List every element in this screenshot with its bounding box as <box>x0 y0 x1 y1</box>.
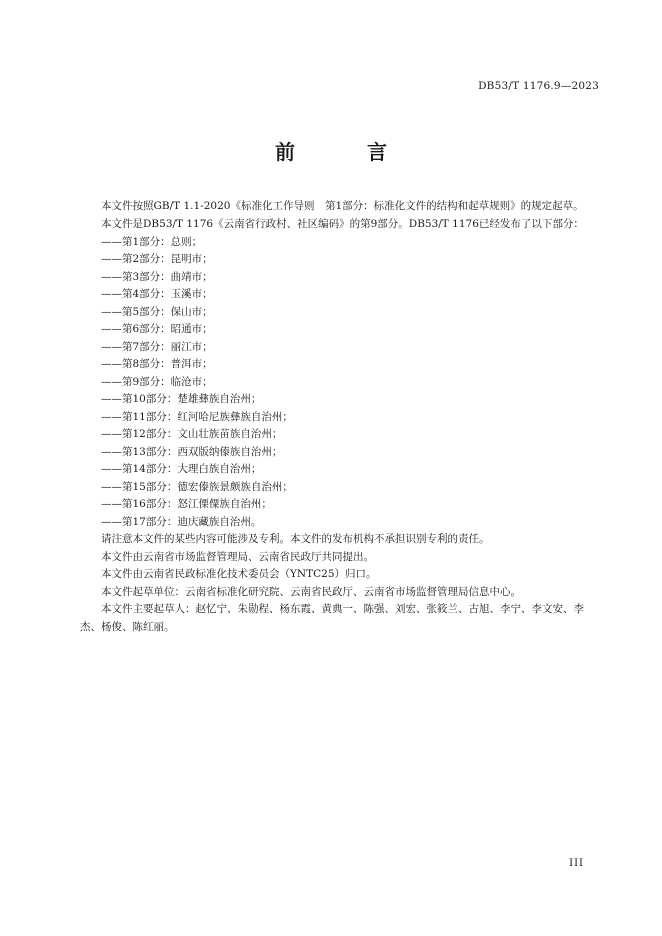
page-number: III <box>569 858 584 869</box>
list-item: ——第13部分：西双版纳傣族自治州； <box>101 445 283 458</box>
list-item: ——第14部分：大理白族自治州； <box>101 463 262 475</box>
list-item: ——第10部分：楚雄彝族自治州； <box>101 393 262 405</box>
list-item: ——第2部分：昆明市； <box>101 253 213 265</box>
parts-list <box>80 234 600 532</box>
patent-notice: 请注意本文件的某些内容可能涉及专利。本文件的发布机构不承担识别专利的责任。 <box>101 533 490 545</box>
intro-paragraph: 本文件按照GB/T 1.1-2020《标准化工作导则 第1部分：标准化文件的结构和起草规则》的规定起草。 <box>101 200 584 212</box>
list-item: ——第5部分：保山市； <box>101 305 213 318</box>
committee-statement: 本文件由云南省民政标准化技术委员会（YNTC25）归口。 <box>101 568 377 580</box>
list-item: ——第8部分：普洱市； <box>101 358 213 370</box>
page-title: 前 言 <box>275 140 413 164</box>
list-item: ——第4部分：玉溪市； <box>101 288 213 300</box>
drafting-units: 本文件起草单位：云南省标准化研究院、云南省民政厅、云南省市场监督管理局信息中心。 <box>101 585 521 598</box>
proposer-statement: 本文件由云南省市场监督管理局、云南省民政厅共同提出。 <box>101 550 374 563</box>
intro-paragraph: 本文件是DB53/T 1176《云南省行政村、社区编码》的第9部分。DB53/T 1176已经发布了以下部分： <box>101 218 584 230</box>
list-item: ——第12部分：文山壮族苗族自治州； <box>101 428 283 440</box>
list-item: ——第6部分：昭通市； <box>101 323 213 335</box>
document-code: DB53/T 1176.9—2023 <box>478 80 599 92</box>
list-item: ——第16部分：怒江傈僳族自治州； <box>101 498 272 510</box>
list-item: ——第1部分：总则； <box>101 235 203 248</box>
main-drafters: 本文件主要起草人：赵忆宁、朱勋程、杨东霞、黄典一、陈强、刘宏、张筱兰、古旭、李宁、李文安、李杰、杨俊、陈红丽。 <box>80 603 584 633</box>
list-item: ——第15部分：德宏傣族景颇族自治州； <box>101 480 293 493</box>
list-item: ——第7部分：丽江市； <box>101 340 213 353</box>
list-item: ——第11部分：红河哈尼族彝族自治州； <box>101 410 293 423</box>
list-item: ——第9部分：临沧市； <box>101 375 213 388</box>
list-item: ——第17部分：迪庆藏族自治州。 <box>101 515 262 528</box>
list-item: ——第3部分：曲靖市； <box>101 270 213 283</box>
foreword-body <box>80 196 600 636</box>
